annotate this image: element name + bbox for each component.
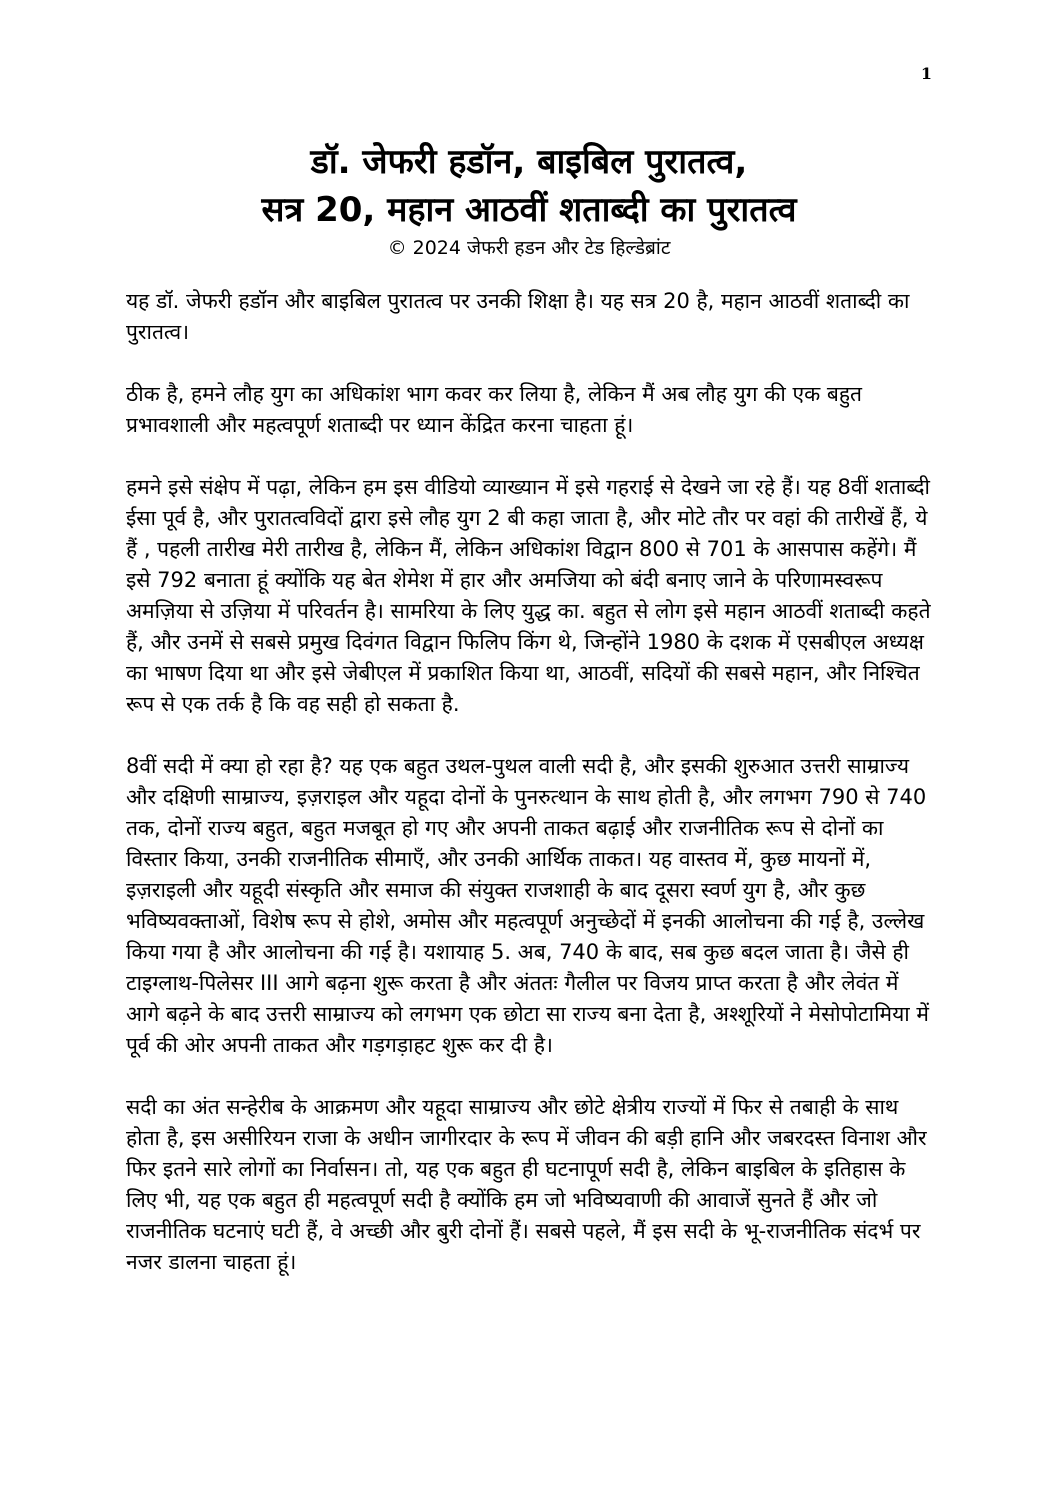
paragraph-2: ठीक है, हमने लौह युग का अधिकांश भाग कवर कर लिया है, लेकिन मैं अब लौह युग की एक बहुत प्रभावशाली और महत्वपूर्ण शताब्दी पर ध्यान केंद्रित करना चाहता हूं। <box>126 382 862 437</box>
copyright-line: © 2024 जेफरी हडन और टेड हिल्डेब्रांट <box>387 237 671 259</box>
title-line-2: सत्र 20, महान आठवीं शताब्दी का पुरातत्व <box>261 190 797 230</box>
paragraph-3: हमने इसे संक्षेप में पढ़ा, लेकिन हम इस वीडियो व्याख्यान में इसे गहराई से देखने जा रहे हैं। यह 8वीं शताब्दी ईसा पूर्व है, और पुरातत्वविदों द्वारा इसे लौह युग 2 बी कहा जाता है, और मोटे तौर पर वहां की तारीखें हैं, ये हैं , पहली तारीख मेरी तारीख है, लेकिन मैं, लेकिन अधिकांश विद्वान 800 से 701 के आसपास कहेंगे। मैं इसे 792 बनाता हूं क्योंकि यह बेत शेमेश में हार और अमजिया को बंदी बनाए जाने के परिणामस्वरूप अमज़िया से उज़िया में परिवर्तन है। सामरिया के लिए युद्ध का. बहुत से लोग इसे महान आठवीं शताब्दी कहते हैं, और उनमें से सबसे प्रमुख दिवंगत विद्वान फिलिप किंग थे, जिन्होंने 1980 के दशक में एसबीएल अध्यक्ष का भाषण दिया था और इसे जेबीएल में प्रकाशित किया था, आठवीं, सदियों की सबसे महान, और निश्चित रूप से एक तर्क है कि वह सही हो सकता है. <box>126 475 931 716</box>
paragraph-1: यह डॉ. जेफरी हडॉन और बाइबिल पुरातत्व पर उनकी शिक्षा है। यह सत्र 20 है, महान आठवीं शताब्दी का पुरातत्व। <box>126 289 910 344</box>
body-text <box>126 286 932 1309</box>
title-block <box>126 138 932 262</box>
paragraph-4: 8वीं सदी में क्या हो रहा है? यह एक बहुत उथल-पुथल वाली सदी है, और इसकी शुरुआत उत्तरी साम्राज्य और दक्षिणी साम्राज्य, इज़राइल और यहूदा दोनों के पुनरुत्थान के साथ होती है, और लगभग 790 से 740 तक, दोनों राज्य बहुत, बहुत मजबूत हो गए और अपनी ताकत बढ़ाई और राजनीतिक रूप से दोनों का विस्तार किया, उनकी राजनीतिक सीमाएँ, और उनकी आर्थिक ताकत। यह वास्तव में, कुछ मायनों में, इज़राइली और यहूदी संस्कृति और समाज की संयुक्त राजशाही के बाद दूसरा स्वर्ण युग है, और कुछ भविष्यवक्ताओं, विशेष रूप से होशे, अमोस और महत्वपूर्ण अनुच्छेदों में इनकी आलोचना की गई है, उल्लेख किया गया है और आलोचना की गई है। यशायाह 5. अब, 740 के बाद, सब कुछ बदल जाता है। जैसे ही टाइग्लाथ-पिलेसर III आगे बढ़ना शुरू करता है और अंततः गैलील पर विजय प्राप्त करता है और लेवंत में आगे बढ़ने के बाद उत्तरी साम्राज्य को लगभग एक छोटा सा राज्य बना देता है, अश्शूरियों ने मेसोपोटामिया में पूर्व की ओर अपनी ताकत और गड़गड़ाहट शुरू कर दी है। <box>126 754 929 1057</box>
paragraph-5: सदी का अंत सन्हेरीब के आक्रमण और यहूदा साम्राज्य और छोटे क्षेत्रीय राज्यों में फिर से तबाही के साथ होता है, इस असीरियन राजा के अधीन जागीरदार के रूप में जीवन की बड़ी हानि और जबरदस्त विनाश और फिर इतने सारे लोगों का निर्वासन। तो, यह एक बहुत ही घटनापूर्ण सदी है, लेकिन बाइबिल के इतिहास के लिए भी, यह एक बहुत ही महत्वपूर्ण सदी है क्योंकि हम जो भविष्यवाणी की आवाजें सुनते हैं और जो राजनीतिक घटनाएं घटी हैं, वे अच्छी और बुरी दोनों हैं। सबसे पहले, मैं इस सदी के भू-राजनीतिक संदर्भ पर नजर डालना चाहता हूं। <box>126 1095 927 1274</box>
title-line-1: डॉ. जेफरी हडॉन, बाइबिल पुरातत्व, <box>310 142 748 182</box>
page-number: 1 <box>920 64 932 83</box>
